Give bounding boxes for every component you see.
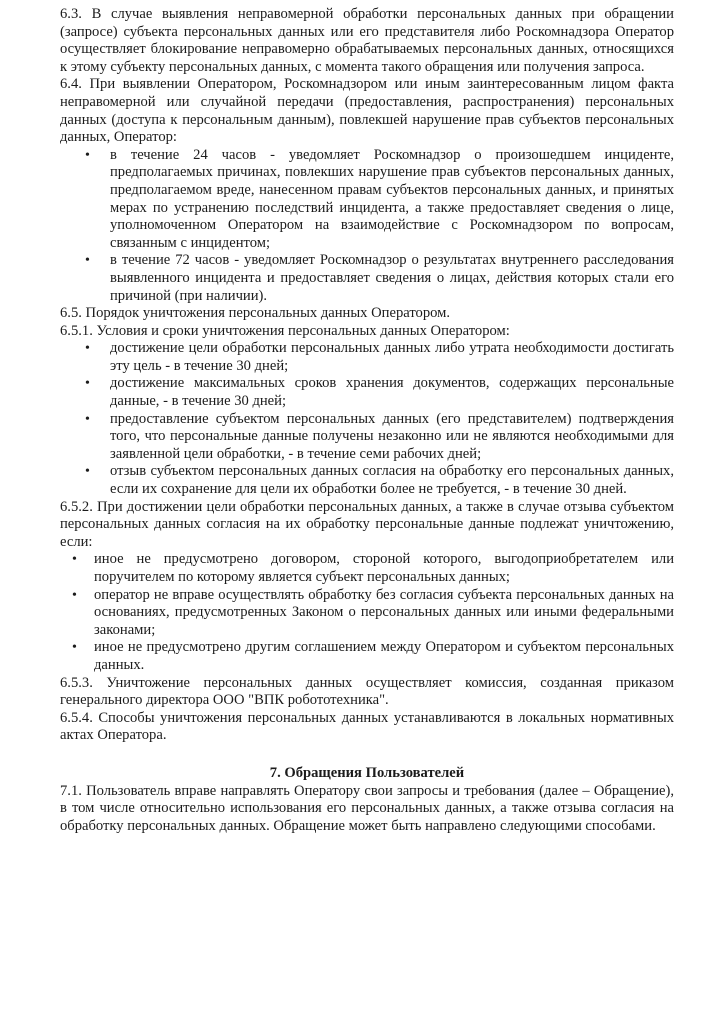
- list-item: [72, 639, 674, 674]
- bullet-icon: •: [72, 587, 77, 603]
- list-item: [72, 587, 674, 640]
- bullet-icon: •: [85, 253, 90, 269]
- list-6-4: [85, 147, 674, 305]
- list-item-text: достижение максимальных сроков хранения документов, содержащих персональные данные, - в течение 30 дней;: [110, 375, 674, 410]
- paragraph-6-5-2: 6.5.2. При достижении цели обработки персональных данных, а также в случае отзыва субъектом персональных данных согласия на их обработку персональные данные подлежат уничтожению, если:: [60, 498, 674, 550]
- list-6-5-2: [72, 551, 674, 674]
- bullet-icon: •: [85, 411, 90, 427]
- list-item-text: в течение 72 часов - уведомляет Роскомнадзор о результатах внутреннего расследования выявленного инцидента и предоставляет сведения о лицах, действия которых стали его причиной (при наличии).: [110, 252, 674, 304]
- bullet-icon: •: [72, 640, 77, 656]
- list-item: [85, 147, 674, 253]
- list-item-text: предоставление субъектом персональных данных (его представителем) подтверждения того, что персональные данные получены незаконно или не являются необходимыми для заявленной цели обработки, - в течение семи рабочих дней;: [110, 410, 674, 462]
- bullet-icon: •: [72, 552, 77, 568]
- list-item-text: иное не предусмотрено другим соглашением между Оператором и субъектом персональных данных.: [94, 639, 674, 673]
- paragraph-7-1: 7.1. Пользователь вправе направлять Оператору свои запросы и требования (далее – Обращение), в том числе относительно использования его персональных данных, а также отзыва согласия на обработку персональных данных. Обращение может быть направлено следующими способами.: [60, 782, 674, 834]
- paragraph-6-4: 6.4. При выявлении Оператором, Роскомнадзором или иным заинтересованным лицом факта неправомерной или случайной передачи (предоставления, распространения) персональных данных (доступа к персональным данным), повлекшей нарушение прав субъектов персональных данных, Оператор:: [60, 76, 674, 146]
- bullet-icon: •: [85, 341, 90, 357]
- list-item-text: достижение цели обработки персональных данных либо утрата необходимости достигать эту цель - в течение 30 дней;: [110, 340, 674, 374]
- bullet-icon: •: [85, 147, 90, 163]
- bullet-icon: •: [85, 464, 90, 480]
- list-item-text: оператор не вправе осуществлять обработку без согласия субъекта персональных данных на основаниях, предусмотренных Законом о персональных данных или иными федеральными законами;: [94, 586, 674, 638]
- list-item-text: отзыв субъектом персональных данных согласия на обработку его персональных данных, если их сохранение для цели их обработки более не требуется, - в течение 30 дней.: [110, 463, 674, 498]
- document-page: [60, 6, 674, 835]
- paragraph-6-5-3: 6.5.3. Уничтожение персональных данных осуществляет комиссия, созданная приказом генерального директора ООО "ВПК робототехника".: [60, 674, 674, 709]
- list-item: [85, 252, 674, 305]
- list-item-text: иное не предусмотрено договором, стороной которого, выгодоприобретателем или поручителем по которому является субъект персональных данных;: [94, 551, 674, 585]
- paragraph-6-5-1: 6.5.1. Условия и сроки уничтожения персональных данных Оператором:: [60, 322, 510, 339]
- section-7-title: 7. Обращения Пользователей: [269, 764, 465, 781]
- list-6-5-1: [85, 340, 674, 498]
- list-item-text: в течение 24 часов - уведомляет Роскомнадзор о произошедшем инциденте, предполагаемых причинах, повлекших нарушение прав субъектов персональных данных, предполагаемом вреде, нанесенном правам субъектов персональных данных, и принятых мерах по устранению последствий инцидента, а также предоставляет сведения о лице, уполномоченном Оператором на взаимодействие с Роскомнадзором по вопросам, связанным с инцидентом;: [110, 146, 674, 251]
- list-item: [85, 375, 674, 410]
- list-item: [85, 463, 674, 498]
- paragraph-6-3: 6.3. В случае выявления неправомерной обработки персональных данных при обращении (запросе) субъекта персональных данных или его представителя либо Роскомнадзора Оператор осуществляет блокирование неправомерно обрабатываемых персональных данных, относящихся к этому субъекту персональных данных, с момента такого обращения или получения запроса.: [60, 6, 674, 75]
- paragraph-6-5-4: 6.5.4. Способы уничтожения персональных данных устанавливаются в локальных нормативных актах Оператора.: [60, 709, 674, 744]
- list-item: [85, 411, 674, 464]
- list-item: [85, 340, 674, 375]
- paragraph-6-5: 6.5. Порядок уничтожения персональных данных Оператором.: [60, 305, 451, 322]
- list-item: [72, 551, 674, 586]
- bullet-icon: •: [85, 376, 90, 392]
